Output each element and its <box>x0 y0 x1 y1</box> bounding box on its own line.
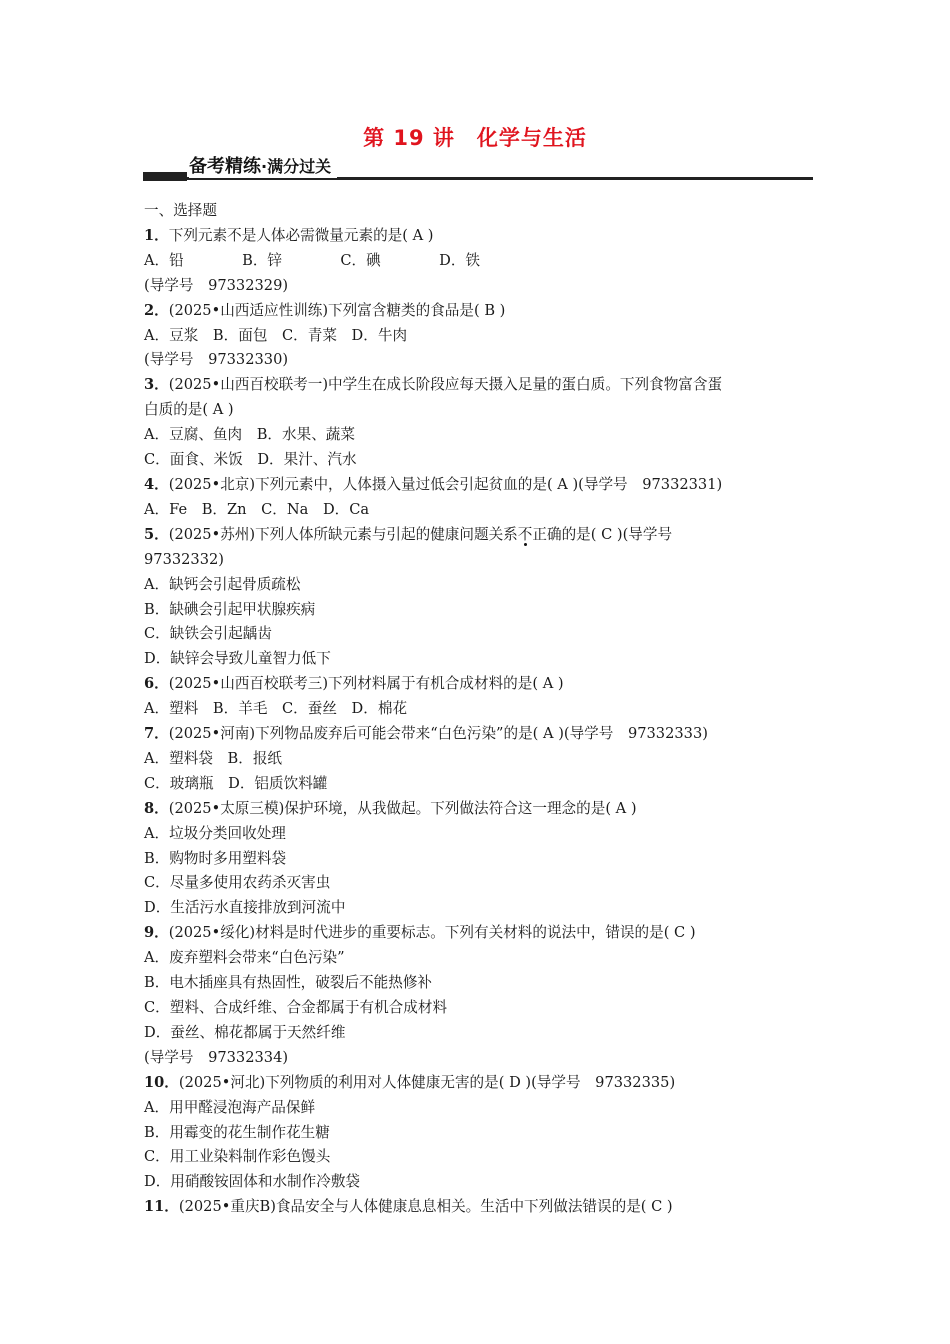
question-number: 7． <box>144 725 169 743</box>
text-line: 4．(2025•北京)下列元素中，人体摄入量过低会引起贫血的是( A )(导学号 97332331) <box>144 475 723 493</box>
text-line: (导学号 97332334) <box>144 1048 289 1066</box>
text-line: C．塑料、合成纤维、合金都属于有机合成材料 <box>144 999 448 1016</box>
question-number: 10． <box>144 1073 179 1091</box>
text-line: 8．(2025•太原三模)保护环境，从我做起。下列做法符合这一理念的是( A ) <box>144 799 637 817</box>
text-line: 11．(2025•重庆B)食品安全与人体健康息息相关。生活中下列做法错误的是( C ) <box>144 1198 673 1216</box>
banner-sub-text: ·满分过关 <box>261 157 332 176</box>
question-number: 3． <box>144 376 169 394</box>
text-line: 1．下列元素不是人体必需微量元素的是( A ) <box>144 226 434 244</box>
question-number: 11． <box>144 1198 179 1216</box>
question-number: 4． <box>144 475 169 493</box>
text-line: A．用甲醛浸泡海产品保鲜 <box>144 1098 316 1116</box>
text-line: C．缺铁会引起龋齿 <box>144 625 272 643</box>
question-number: 1． <box>144 226 169 244</box>
banner-label <box>189 152 337 178</box>
text-line: 白质的是( A ) <box>144 401 234 419</box>
section-banner <box>143 150 813 186</box>
page-title: 第 19 讲 化学与生活 <box>363 126 587 150</box>
question-number: 6． <box>144 675 169 693</box>
text-line: A．Fe B．Zn C．Na D．Ca <box>144 500 370 518</box>
text-line: C．尽量多使用农药杀灭害虫 <box>144 874 331 892</box>
question-number: 9． <box>144 924 169 942</box>
text-line: 7．(2025•河南)下列物品废弃后可能会带来“白色污染”的是( A )(导学号 97332333) <box>144 725 708 743</box>
question-number: 2． <box>144 301 169 319</box>
text-line: (导学号 97332330) <box>144 351 289 369</box>
text-line: D．蚕丝、棉花都属于天然纤维 <box>144 1023 346 1041</box>
banner-main-text: 备考精练 <box>189 156 261 177</box>
text-line: A．铅 B．锌 C．碘 D．铁 <box>144 251 481 269</box>
text-line: 6．(2025•山西百校联考三)下列材料属于有机合成材料的是( A ) <box>144 675 564 693</box>
text-line: D．缺锌会导致儿童智力低下 <box>144 650 331 668</box>
text-line: (导学号 97332329) <box>144 276 289 294</box>
text-line: A．豆浆 B．面包 C．青菜 D．牛肉 <box>144 326 408 344</box>
text-line: 97332332) <box>144 550 224 568</box>
text-line: 3．(2025•山西百校联考一)中学生在成长阶段应每天摄入足量的蛋白质。下列食物富含蛋 <box>144 376 723 394</box>
text-line: C．用工业染料制作彩色馒头 <box>144 1148 331 1166</box>
text-line: B．电木插座具有热固性，破裂后不能热修补 <box>144 974 433 992</box>
emphasis-mark: 不 <box>517 525 533 543</box>
text-line: B．缺碘会引起甲状腺疾病 <box>144 600 316 618</box>
question-list <box>144 199 816 1220</box>
text-line: A．塑料袋 B．报纸 <box>144 749 283 767</box>
text-line: B．用霉变的花生制作花生糖 <box>144 1123 330 1141</box>
text-line: D．生活污水直接排放到河流中 <box>144 899 346 917</box>
question-number: 5． <box>144 525 169 543</box>
text-line: 9．(2025•绥化)材料是时代进步的重要标志。下列有关材料的说法中，错误的是( C ) <box>144 924 696 942</box>
text-line: A．缺钙会引起骨质疏松 <box>144 575 301 593</box>
text-line: 一、选择题 <box>144 202 217 219</box>
text-line: 2．(2025•山西适应性训练)下列富含糖类的食品是( B ) <box>144 301 506 319</box>
text-line: D．用硝酸铵固体和水制作冷敷袋 <box>144 1173 361 1191</box>
text-line: C．玻璃瓶 D．铝质饮料罐 <box>144 774 328 792</box>
text-line: B．购物时多用塑料袋 <box>144 849 287 867</box>
question-number: 8． <box>144 799 169 817</box>
text-line: C．面食、米饭 D．果汁、汽水 <box>144 451 357 469</box>
text-line: 5．(2025•苏州)下列人体所缺元素与引起的健康问题关系不正确的是( C )(导学号 <box>144 525 673 543</box>
text-line: A．豆腐、鱼肉 B．水果、蔬菜 <box>144 426 355 444</box>
banner-bar <box>143 172 187 181</box>
text-line: A．废弃塑料会带来“白色污染” <box>144 949 345 967</box>
text-line: A．塑料 B．羊毛 C．蚕丝 D．棉花 <box>144 700 408 718</box>
text-line: 10．(2025•河北)下列物质的利用对人体健康无害的是( D )(导学号 97332335) <box>144 1073 676 1091</box>
text-line: A．垃圾分类回收处理 <box>144 824 286 842</box>
